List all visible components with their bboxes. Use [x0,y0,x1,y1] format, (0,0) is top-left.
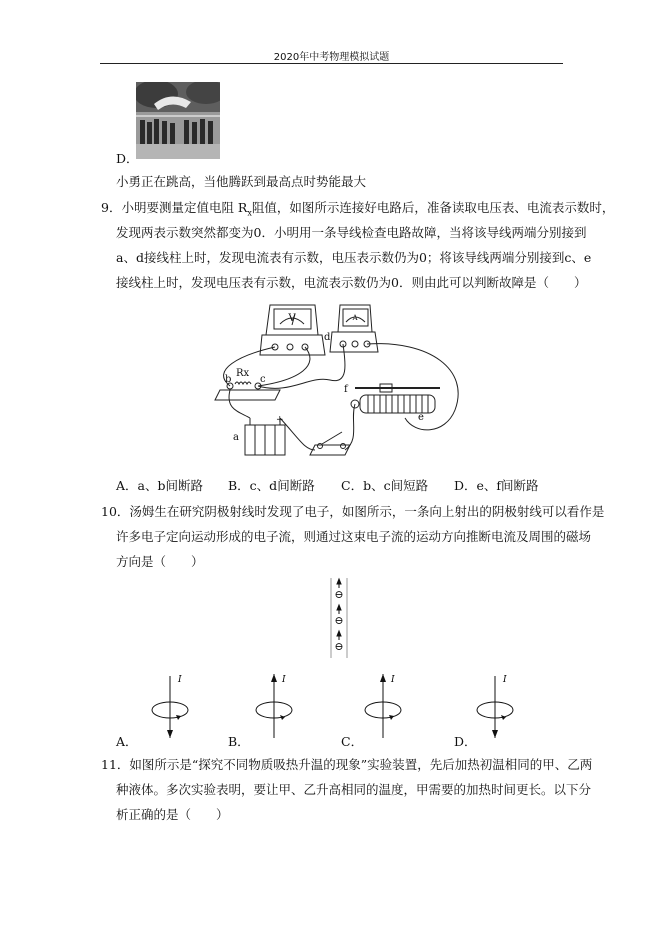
q9-subscript-x: x [247,208,252,218]
q9-circuit-diagram [200,300,470,470]
rheostat [351,384,440,413]
switch [310,432,350,455]
label-c: c [260,374,266,385]
q10-figure-c [358,668,418,740]
high-jump-photo [136,82,220,159]
ammeter-symbol: A [352,314,358,322]
header-divider [100,63,563,64]
label-e: e [418,412,424,423]
page-header: 2020年中考物理模拟试题 [273,52,390,63]
q9-option-c: C．b、c间短路 [341,478,429,493]
q9-line-1 [101,199,614,222]
q8-option-d-label: D． [116,151,139,166]
q10-line-2: 许多电子定向运动形成的电子流，则通过这束电子流的运动方向推断电流及周围的磁场 [116,529,592,544]
electron-2: ⊖ [334,614,344,627]
q9-line-2: 发现两表示数突然都变为0．小明用一条导线检查电路故障，当将该导线两端分别接到 [116,225,587,240]
q10-option-c: C． [341,734,364,749]
label-f: f [344,384,348,395]
q11-line-2: 种液体。多次实验表明，要让甲、乙升高相同的温度，甲需要的加热时间更长。以下分 [116,782,592,797]
q11-line-1: 11．如图所示是“探究不同物质吸热升温的现象”实验装置，先后加热初温相同的甲、乙两 [101,757,593,772]
label-rx: Rx [236,368,250,379]
q10-b-current-label: I [282,675,286,685]
q10-d-current-label: I [503,675,507,685]
q10-figure-b [249,668,309,740]
wire-voltmeter-c [258,347,310,386]
q10-a-current-label: I [178,675,182,685]
wire-ammeter-e [367,344,458,430]
q9-line-1-prefix: 9．小明要测量定值电阻 R [101,200,248,215]
label-b: b [225,374,232,385]
ammeter [330,305,378,352]
electron-3: ⊖ [334,640,344,653]
wire-c-d [258,344,345,388]
q9-line-1-suffix: 阻值，如图所示连接好电路后，准备读取电压表、电流表示数时， [251,200,615,215]
q9-option-a: A．a、b间断路 [116,478,203,493]
q9-option-b: B．c、d间断路 [228,478,315,493]
q10-option-b: B． [228,734,250,749]
voltmeter-symbol: V [288,313,296,324]
q10-line-3: 方向是（ ） [116,554,204,569]
q9-line-4: 接线柱上时，发现电压表有示数，电流表示数仍为0．则由此可以判断故障是（ ） [116,275,587,290]
q10-figure-a [145,668,205,740]
q8-option-d-caption: 小勇正在跳高，当他腾跃到最高点时势能最大 [116,174,367,189]
q10-option-a: A． [116,734,138,749]
q10-c-current-label: I [391,675,395,685]
q11-line-3: 析正确的是（ ） [116,807,229,822]
label-plus: + [276,415,284,425]
label-d: d [324,332,331,343]
label-a: a [233,432,239,443]
q9-line-3: a、d接线柱上时，发现电流表有示数，电压表示数仍为0；将该导线两端分别接到c、e [116,250,592,265]
q10-option-d: D． [454,734,477,749]
q10-line-1: 10．汤姆生在研究阴极射线时发现了电子，如图所示，一条向上射出的阴极射线可以看作是 [101,504,605,519]
wire-switch-f [345,404,355,450]
q9-option-d: D．e、f间断路 [454,478,539,493]
wire-b-battery [229,390,250,418]
electron-1: ⊖ [334,588,344,601]
q10-figure-d [470,668,530,740]
high-jump-photo-drawing [136,82,220,159]
electron-beam-diagram [328,576,350,660]
